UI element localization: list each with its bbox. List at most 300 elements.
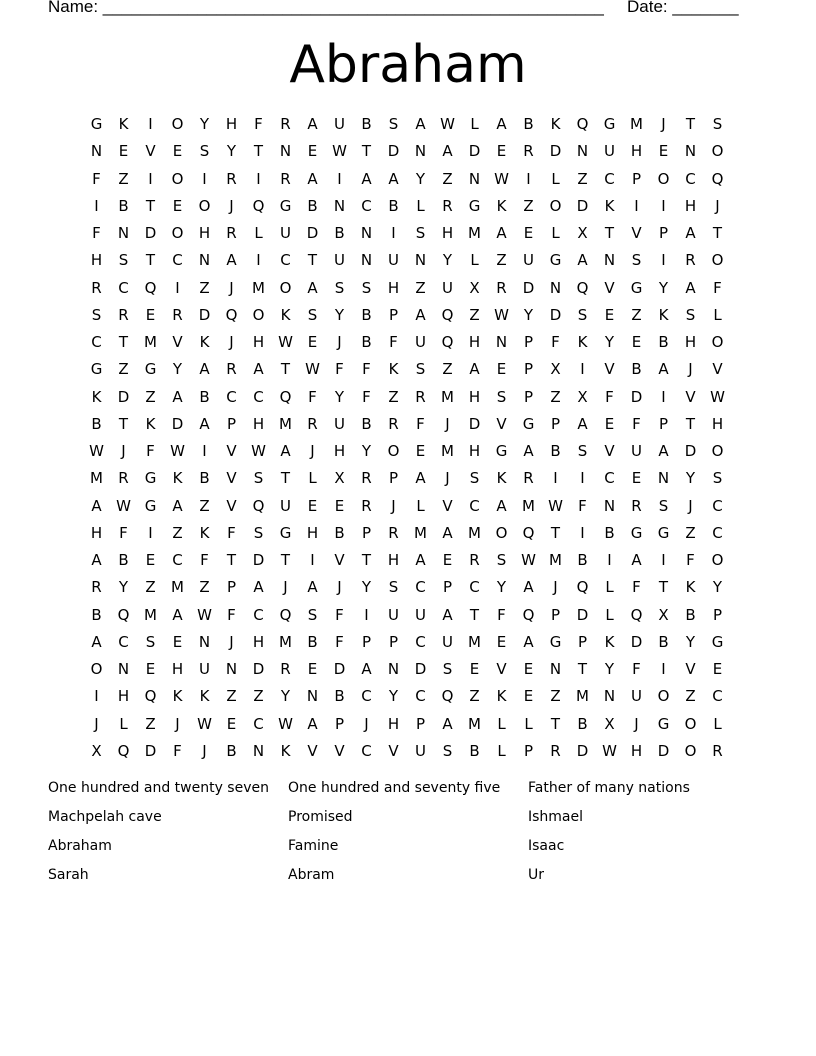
grid-letter: M (549, 551, 562, 569)
grid-letter: B (361, 115, 372, 133)
grid-letter: P (523, 741, 534, 760)
grid-letter: V (604, 360, 615, 379)
grid-letter: H (225, 115, 238, 133)
grid-letter: U (415, 333, 426, 351)
grid-letter: A (307, 278, 318, 297)
grid-letter: Z (442, 169, 453, 188)
grid-letter: H (468, 442, 481, 460)
grid-letter: S (658, 496, 669, 515)
grid-letter: N (495, 333, 508, 351)
grid-letter: Z (145, 387, 156, 406)
grid-letter: N (225, 660, 238, 678)
grid-letter: Z (442, 360, 453, 379)
grid-letter: F (173, 741, 182, 760)
grid-letter: V (226, 496, 237, 515)
grid-letter: G (630, 278, 643, 297)
grid-letter: Q (576, 115, 589, 133)
grid-letter: Q (576, 278, 589, 297)
grid-letter: A (172, 496, 183, 515)
grid-letter: F (632, 414, 641, 433)
grid-letter: U (631, 442, 642, 460)
grid-letter: F (362, 387, 371, 406)
grid-letter: U (523, 251, 534, 270)
grid-letter: N (360, 224, 373, 242)
grid-letter: H (90, 251, 103, 270)
grid-letter: G (711, 632, 724, 651)
grid-letter: Z (469, 305, 480, 324)
grid-letter: B (361, 414, 372, 433)
grid-letter: V (685, 387, 696, 406)
grid-letter: E (658, 142, 669, 161)
grid-letter: Q (279, 387, 292, 406)
grid-letter: E (172, 196, 183, 215)
grid-letter: L (497, 714, 506, 733)
grid-letter: I (94, 687, 99, 706)
grid-letter: F (551, 333, 560, 351)
grid-letter: S (334, 278, 345, 297)
grid-letter: B (307, 196, 318, 215)
grid-letter: Z (145, 714, 156, 733)
grid-letter: I (337, 169, 342, 188)
grid-letter: I (256, 251, 261, 270)
grid-letter: O (657, 169, 670, 188)
grid-letter: I (634, 196, 639, 215)
grid-letter: I (94, 196, 99, 215)
grid-letter: F (92, 224, 101, 242)
grid-letter: A (226, 251, 237, 270)
grid-letter: J (445, 414, 450, 433)
grid-letter: U (388, 251, 399, 270)
grid-letter: C (361, 741, 372, 760)
grid-letter: I (661, 551, 666, 569)
grid-letter: C (361, 196, 372, 215)
grid-letter: A (415, 469, 426, 488)
grid-letter: Z (631, 305, 642, 324)
grid-letter: C (253, 387, 264, 406)
grid-letter: B (361, 305, 372, 324)
grid-letter: Y (523, 305, 534, 324)
grid-letter: C (685, 169, 696, 188)
grid-letter: O (711, 142, 724, 161)
grid-letter: C (415, 632, 426, 651)
grid-letter: N (279, 142, 292, 161)
grid-letter: C (118, 632, 129, 651)
grid-letter: R (280, 660, 291, 678)
grid-letter: V (145, 142, 156, 161)
grid-letter: P (361, 632, 372, 651)
grid-letter: J (229, 333, 234, 351)
grid-letter: T (658, 578, 669, 597)
grid-letter: K (172, 469, 183, 488)
grid-letter: S (307, 305, 318, 324)
grid-letter: H (387, 714, 400, 733)
grid-letter: E (604, 305, 615, 324)
grid-letter: V (334, 741, 345, 760)
grid-letter: Q (144, 278, 157, 297)
grid-letter: N (117, 224, 130, 242)
grid-letter: G (144, 360, 157, 379)
grid-letter: L (254, 224, 263, 242)
grid-letter: E (118, 142, 129, 161)
grid-letter: L (551, 169, 560, 188)
grid-letter: D (549, 305, 562, 324)
grid-letter: O (198, 196, 211, 215)
grid-letter: H (684, 333, 697, 351)
grid-letter: E (631, 469, 642, 488)
grid-letter: B (631, 360, 642, 379)
grid-letter: K (199, 687, 210, 706)
grid-letter: W (548, 496, 563, 515)
grid-letter: J (688, 496, 693, 515)
grid-letter: W (440, 115, 455, 133)
grid-letter: N (387, 660, 400, 678)
grid-letter: W (170, 442, 185, 460)
grid-letter: V (604, 442, 615, 460)
word-list-item: Sarah (48, 867, 89, 883)
grid-letter: R (307, 414, 318, 433)
grid-letter: E (307, 496, 318, 515)
grid-letter: J (553, 578, 558, 597)
grid-letter: G (522, 414, 535, 433)
grid-letter: E (145, 660, 156, 678)
grid-letter: N (603, 496, 616, 515)
grid-letter: X (469, 278, 480, 297)
grid-letter: S (388, 115, 399, 133)
grid-letter: T (550, 523, 561, 542)
grid-letter: T (712, 224, 723, 242)
grid-letter: X (577, 387, 588, 406)
grid-letter: N (90, 142, 103, 161)
grid-letter: I (202, 169, 207, 188)
grid-letter: I (175, 278, 180, 297)
grid-letter: O (684, 741, 697, 760)
grid-letter: Z (550, 387, 561, 406)
grid-letter: R (523, 469, 534, 488)
grid-letter: H (711, 414, 724, 433)
grid-letter: H (387, 278, 400, 297)
grid-letter: W (278, 714, 293, 733)
grid-letter: V (496, 414, 507, 433)
grid-letter: A (415, 305, 426, 324)
grid-letter: Q (441, 333, 454, 351)
grid-letter: K (685, 578, 696, 597)
grid-letter: M (144, 605, 157, 624)
grid-letter: D (522, 278, 535, 297)
grid-letter: H (630, 741, 643, 760)
grid-letter: S (253, 469, 264, 488)
grid-letter: M (414, 523, 427, 542)
grid-letter: S (307, 605, 318, 624)
grid-letter: Z (469, 687, 480, 706)
word-list (48, 776, 768, 892)
grid-letter: G (90, 360, 103, 379)
grid-letter: V (685, 660, 696, 678)
grid-letter: B (307, 632, 318, 651)
grid-letter: A (415, 115, 426, 133)
grid-letter: D (252, 551, 265, 569)
grid-letter: D (144, 741, 157, 760)
grid-letter: B (91, 414, 102, 433)
page-title: Abraham (289, 35, 527, 95)
grid-letter: R (388, 523, 399, 542)
grid-letter: R (280, 169, 291, 188)
grid-letter: D (144, 224, 157, 242)
grid-letter: V (496, 660, 507, 678)
grid-letter: D (252, 660, 265, 678)
grid-letter: J (175, 714, 180, 733)
grid-letter: E (496, 632, 507, 651)
grid-letter: W (278, 333, 293, 351)
grid-letter: P (550, 605, 561, 624)
grid-letter: E (307, 660, 318, 678)
grid-letter: P (415, 714, 426, 733)
grid-letter: C (415, 578, 426, 597)
grid-letter: T (145, 196, 156, 215)
grid-letter: F (335, 632, 344, 651)
grid-letter: J (121, 442, 126, 460)
grid-letter: S (415, 360, 426, 379)
grid-letter: K (658, 305, 669, 324)
grid-letter: D (387, 142, 400, 161)
grid-letter: U (280, 224, 291, 242)
grid-letter: C (253, 605, 264, 624)
grid-letter: P (631, 169, 642, 188)
grid-letter: G (90, 115, 103, 133)
grid-letter: R (226, 224, 237, 242)
grid-letter: S (577, 442, 588, 460)
name-field-label: Name: _____________________________________________________ (48, 0, 604, 16)
grid-letter: K (172, 687, 183, 706)
grid-letter: R (226, 169, 237, 188)
grid-letter: J (94, 714, 99, 733)
grid-letter: Y (334, 387, 345, 406)
grid-letter: E (442, 551, 453, 569)
grid-letter: A (199, 414, 210, 433)
grid-letter: K (604, 196, 615, 215)
grid-letter: Q (522, 523, 535, 542)
grid-letter: R (361, 496, 372, 515)
grid-letter: Y (172, 360, 183, 379)
grid-letter: Z (226, 687, 237, 706)
grid-letter: U (199, 660, 210, 678)
grid-letter: Z (118, 169, 129, 188)
grid-letter: F (632, 660, 641, 678)
grid-letter: H (387, 551, 400, 569)
grid-letter: U (280, 496, 291, 515)
grid-letter: S (388, 578, 399, 597)
grid-letter: A (91, 496, 102, 515)
grid-letter: A (172, 605, 183, 624)
grid-letter: A (253, 578, 264, 597)
grid-letter: E (523, 224, 534, 242)
grid-letter: A (523, 632, 534, 651)
grid-letter: Z (145, 578, 156, 597)
grid-letter: K (280, 741, 291, 760)
grid-letter: H (468, 387, 481, 406)
grid-letter: S (415, 224, 426, 242)
grid-letter: O (711, 551, 724, 569)
grid-letter: Q (522, 605, 535, 624)
grid-letter: F (362, 360, 371, 379)
grid-letter: Y (496, 578, 507, 597)
grid-letter: S (118, 251, 129, 270)
grid-letter: N (414, 142, 427, 161)
grid-letter: T (361, 142, 372, 161)
grid-letter: K (604, 632, 615, 651)
grid-letter: P (523, 360, 534, 379)
grid-letter: I (526, 169, 531, 188)
grid-letter: A (91, 632, 102, 651)
grid-letter: F (632, 578, 641, 597)
grid-letter: K (199, 523, 210, 542)
grid-letter: L (308, 469, 317, 488)
grid-letter: R (118, 305, 129, 324)
grid-letter: B (199, 387, 210, 406)
grid-letter: E (496, 360, 507, 379)
grid-letter: Q (117, 741, 130, 760)
grid-letter: U (415, 741, 426, 760)
grid-letter: R (280, 115, 291, 133)
grid-letter: W (710, 387, 725, 406)
grid-letter: Q (441, 305, 454, 324)
grid-letter: A (91, 551, 102, 569)
grid-letter: K (91, 387, 102, 406)
grid-letter: S (496, 551, 507, 569)
grid-letter: L (119, 714, 128, 733)
grid-letter: G (657, 714, 670, 733)
grid-letter: R (496, 278, 507, 297)
grid-letter: E (226, 714, 237, 733)
grid-letter: E (145, 551, 156, 569)
grid-letter: N (468, 169, 481, 188)
grid-letter: S (631, 251, 642, 270)
grid-letter: Y (388, 687, 399, 706)
grid-letter: Z (253, 687, 264, 706)
grid-letter: I (256, 169, 261, 188)
grid-letter: B (226, 741, 237, 760)
grid-letter: E (469, 660, 480, 678)
grid-letter: O (171, 224, 184, 242)
grid-letter: Y (604, 333, 615, 351)
grid-letter: I (580, 469, 585, 488)
grid-letter: T (550, 714, 561, 733)
grid-letter: I (202, 442, 207, 460)
grid-letter: R (91, 578, 102, 597)
grid-letter: I (364, 605, 369, 624)
grid-letter: R (361, 469, 372, 488)
grid-letter: L (416, 196, 425, 215)
grid-letter: J (229, 632, 234, 651)
grid-letter: B (577, 551, 588, 569)
grid-letter: B (334, 224, 345, 242)
grid-letter: D (306, 224, 319, 242)
grid-letter: J (688, 360, 693, 379)
grid-letter: X (658, 605, 669, 624)
grid-letter: C (280, 251, 291, 270)
grid-letter: O (90, 660, 103, 678)
grid-letter: F (227, 605, 236, 624)
grid-letter: W (332, 142, 347, 161)
grid-letter: T (685, 115, 696, 133)
grid-letter: A (631, 551, 642, 569)
grid-letter: L (713, 305, 722, 324)
grid-letter: Q (711, 169, 724, 188)
grid-letter: Q (144, 687, 157, 706)
grid-letter: H (90, 523, 103, 542)
grid-letter: S (442, 660, 453, 678)
grid-letter: O (171, 115, 184, 133)
grid-letter: G (549, 251, 562, 270)
grid-letter: B (388, 196, 399, 215)
grid-letter: R (685, 251, 696, 270)
grid-letter: F (119, 523, 128, 542)
grid-letter: J (283, 578, 288, 597)
grid-letter: H (468, 333, 481, 351)
grid-letter: A (577, 251, 588, 270)
grid-letter: D (468, 142, 481, 161)
grid-letter: Y (442, 251, 453, 270)
word-list-item: One hundred and twenty seven (48, 780, 269, 796)
grid-letter: E (523, 660, 534, 678)
grid-letter: P (523, 387, 534, 406)
grid-letter: V (388, 741, 399, 760)
grid-letter: A (361, 660, 372, 678)
grid-letter: U (442, 632, 453, 651)
grid-letter: G (144, 496, 157, 515)
grid-letter: I (580, 360, 585, 379)
grid-letter: F (605, 387, 614, 406)
grid-letter: N (117, 660, 130, 678)
grid-letter: N (252, 741, 265, 760)
grid-letter: K (388, 360, 399, 379)
grid-letter: B (334, 687, 345, 706)
grid-letter: P (442, 578, 453, 597)
grid-letter: A (415, 551, 426, 569)
grid-letter: A (469, 360, 480, 379)
grid-letter: Q (630, 605, 643, 624)
grid-letter: A (307, 714, 318, 733)
grid-letter: C (469, 496, 480, 515)
grid-letter: R (442, 196, 453, 215)
grid-letter: N (306, 687, 319, 706)
grid-letter: Y (226, 142, 237, 161)
grid-letter: D (630, 387, 643, 406)
grid-letter: P (226, 578, 237, 597)
grid-letter: E (145, 305, 156, 324)
grid-letter: O (711, 251, 724, 270)
grid-letter: S (712, 115, 723, 133)
grid-letter: L (605, 605, 614, 624)
grid-letter: Z (496, 251, 507, 270)
grid-letter: P (523, 333, 534, 351)
grid-letter: C (91, 333, 102, 351)
grid-letter: G (549, 632, 562, 651)
grid-letter: O (711, 333, 724, 351)
grid-letter: W (251, 442, 266, 460)
date-field-label: Date: _______ (627, 0, 739, 16)
grid-letter: D (198, 305, 211, 324)
grid-letter: N (198, 251, 211, 270)
grid-letter: C (712, 687, 723, 706)
grid-letter: Y (118, 578, 129, 597)
grid-letter: P (388, 469, 399, 488)
grid-letter: J (229, 278, 234, 297)
grid-letter: Z (685, 687, 696, 706)
grid-letter: A (388, 169, 399, 188)
grid-letter: K (118, 115, 129, 133)
grid-letter: H (252, 632, 265, 651)
grid-letter: P (712, 605, 723, 624)
